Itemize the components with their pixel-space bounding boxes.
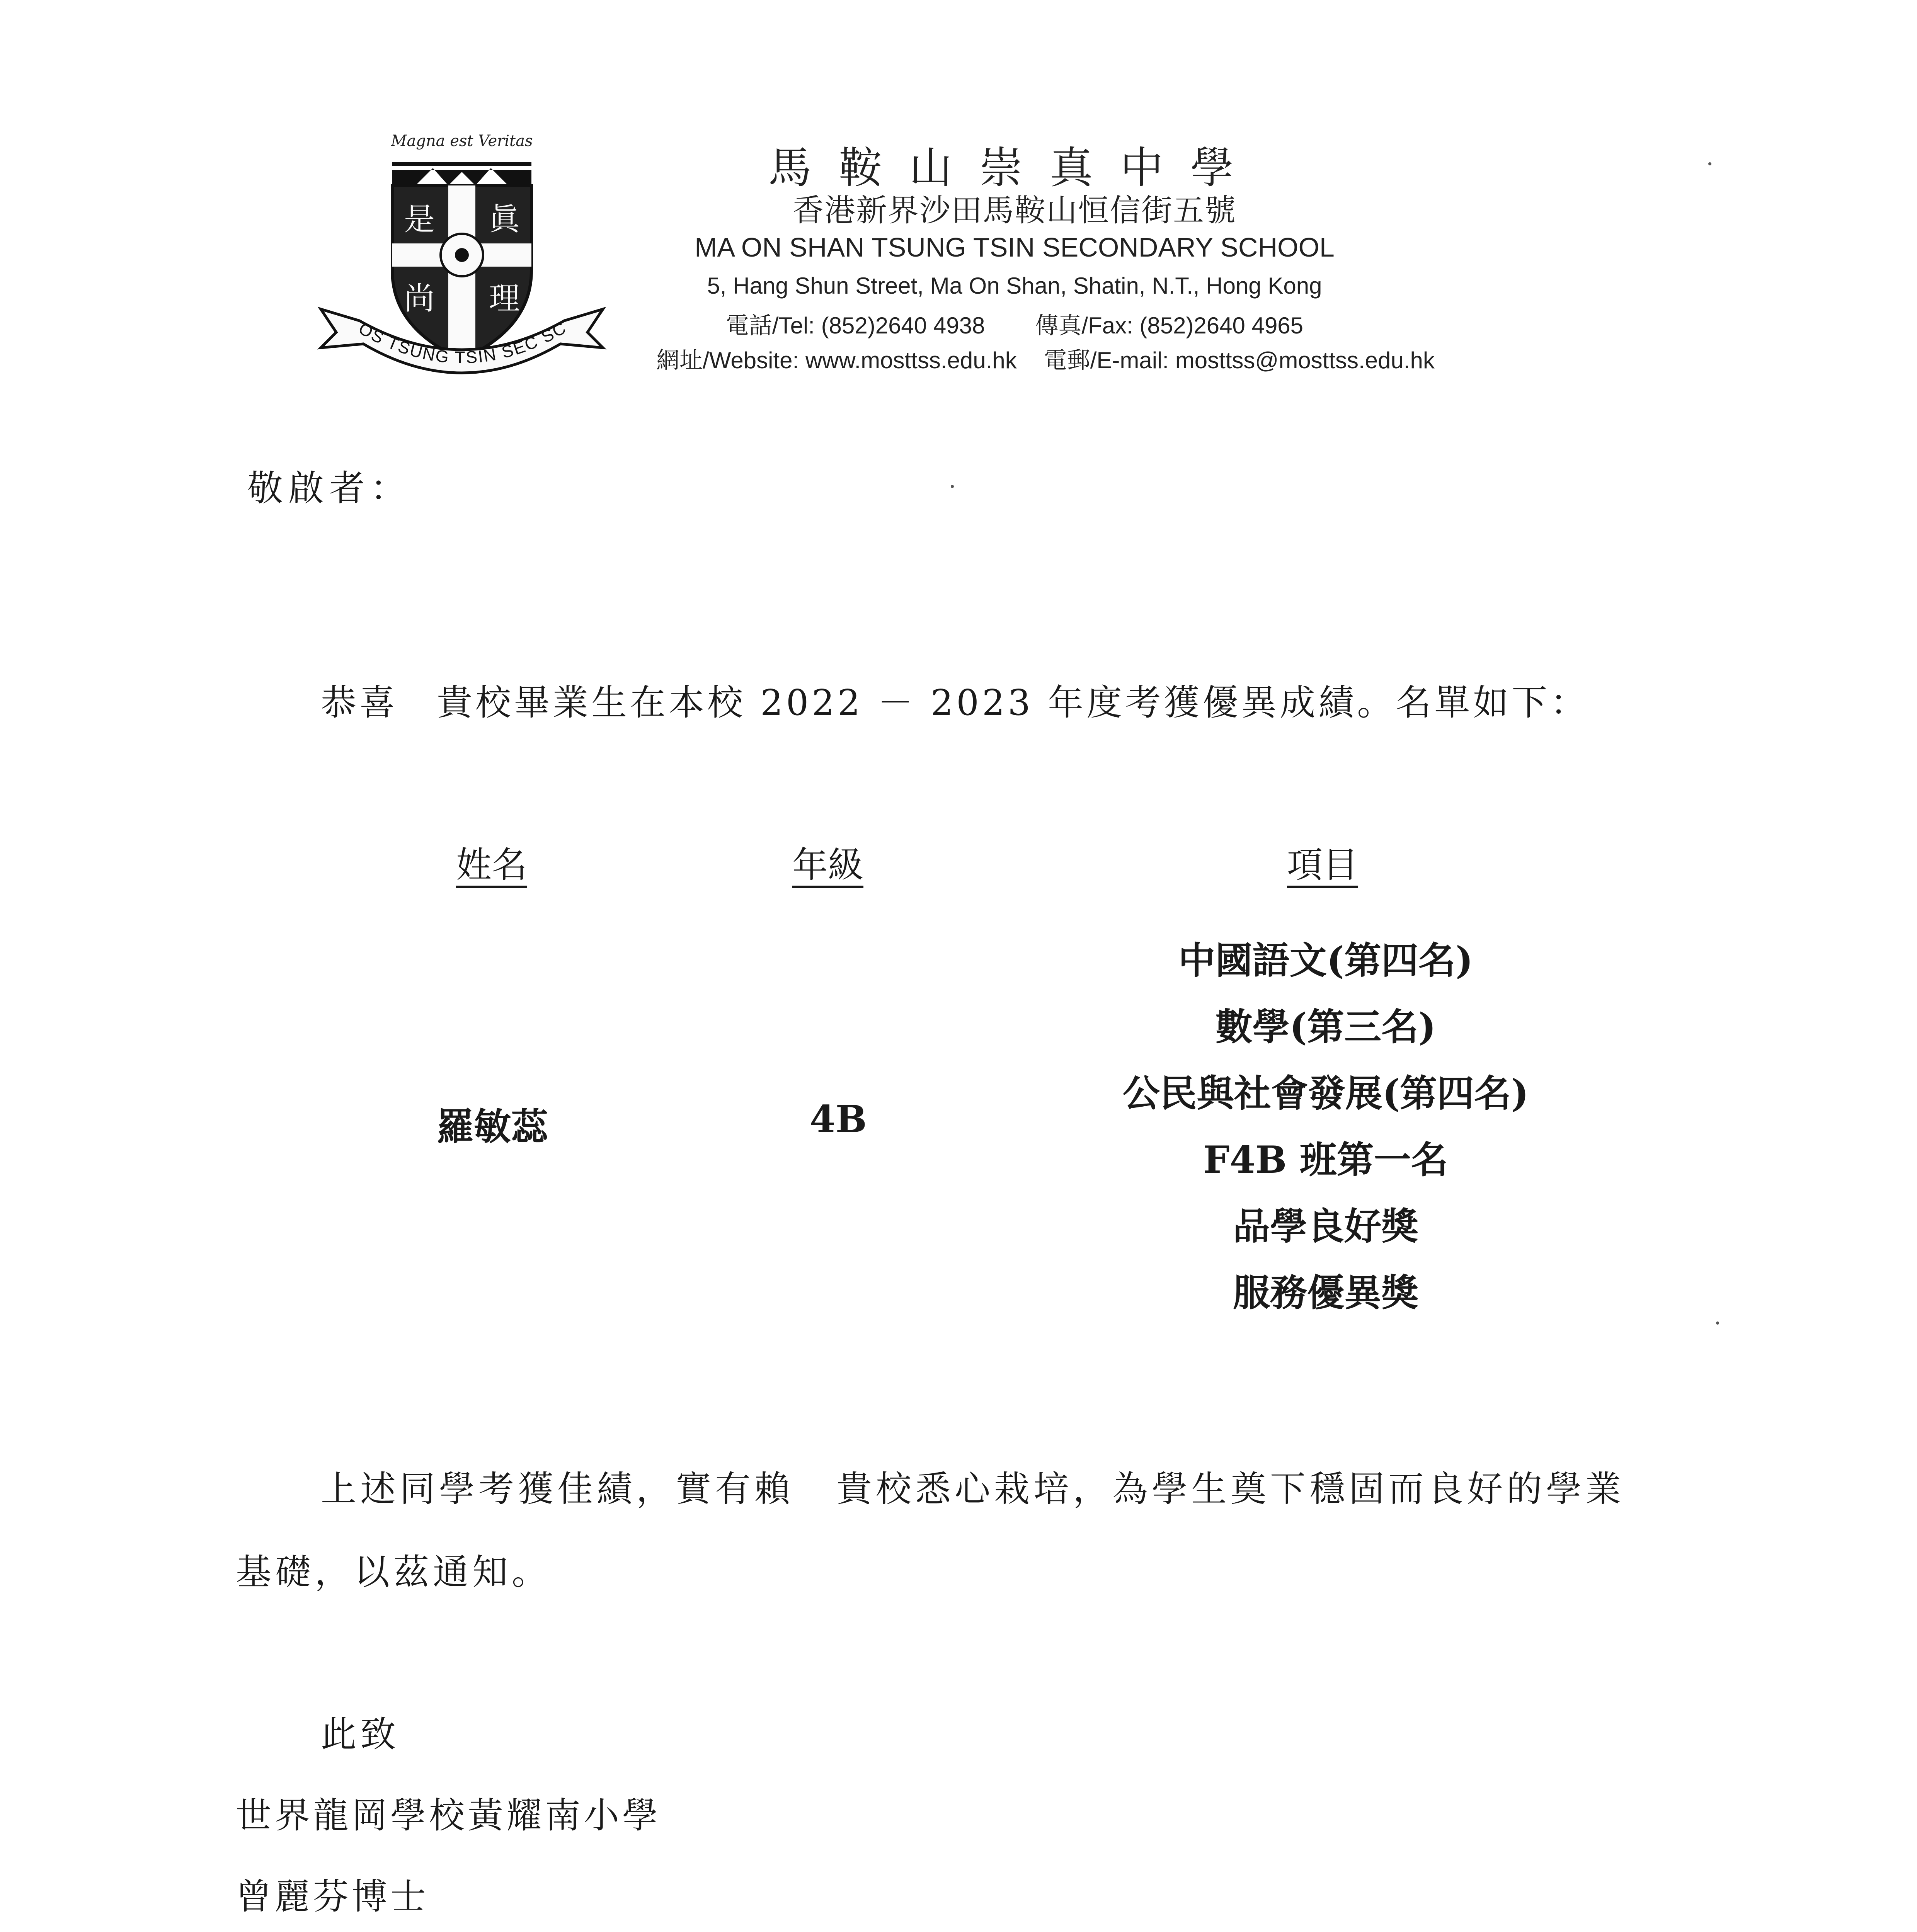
school-address-en: 5, Hang Shun Street, Ma On Shan, Shatin, N.T., Hong Kong [707, 273, 1322, 299]
table-header-name: 姓名 [456, 844, 528, 886]
crest-char-1: 是 [404, 201, 435, 237]
crest-ribbon-text: OS TSUNG TSIN SEC SC [355, 318, 570, 367]
intro-text: 貴校畢業生在本校 2022 － 2023 年度考獲優異成績。名單如下： [437, 682, 1589, 723]
scan-speck [1716, 1321, 1719, 1325]
award-item: F4B 班第一名 [1203, 1138, 1448, 1182]
student-grade: 4B [810, 1097, 867, 1141]
award-list [1074, 927, 1577, 1326]
school-address-cn: 香港新界沙田馬鞍山恒信街五號 [793, 193, 1236, 228]
crest-char-3: 尚 [404, 281, 435, 316]
award-item: 服務優異獎 [1233, 1271, 1418, 1315]
body-paragraph-line-2: 基礎，以茲通知。 [236, 1551, 552, 1593]
crest-char-4: 理 [489, 281, 520, 316]
scan-speck [1708, 162, 1711, 165]
school-name-cn: 馬鞍山崇真中學 [768, 143, 1261, 193]
closing-phrase: 此致 [321, 1714, 400, 1755]
website: 網址/Website: www.mosttss.edu.hk [656, 347, 1017, 373]
intro-paragraph [321, 674, 1589, 725]
body-paragraph-line-1 [321, 1461, 1625, 1512]
crest-motto: Magna est Veritas [391, 132, 533, 150]
award-item: 公民與社會發展(第四名) [1122, 1071, 1529, 1115]
award-item: 數學(第三名) [1215, 1005, 1436, 1049]
body-text-a: 上述同學考獲佳績，實有賴 [321, 1468, 794, 1510]
recipient-school: 世界龍岡學校黃耀南小學 [236, 1795, 661, 1836]
fax: 傳真/Fax: (852)2640 4965 [1035, 313, 1304, 338]
intro-congrats: 恭喜 [321, 682, 398, 723]
crest-char-2: 眞 [489, 201, 520, 237]
telephone: 電話/Tel: (852)2640 4938 [725, 313, 985, 338]
table-header-grade: 年級 [792, 844, 864, 886]
award-item: 品學良好獎 [1233, 1204, 1418, 1248]
school-crest [309, 128, 615, 398]
student-name: 羅敏蕊 [437, 1105, 548, 1148]
recipient-person: 曾麗芬博士 [236, 1876, 429, 1917]
award-item: 中國語文(第四名) [1178, 939, 1473, 982]
table-header-item: 項目 [1287, 844, 1359, 886]
salutation: 敬啟者： [247, 468, 412, 509]
school-name-en: MA ON SHAN TSUNG TSIN SECONDARY SCHOOL [695, 232, 1335, 262]
contact-web-email [611, 342, 1480, 375]
body-text-b: 貴校悉心栽培，為學生奠下穩固而良好的學業 [836, 1468, 1625, 1510]
email: 電郵/E-mail: mosttss@mosttss.edu.hk [1044, 347, 1435, 373]
contact-phone-fax [580, 307, 1449, 340]
scan-speck [951, 485, 954, 488]
